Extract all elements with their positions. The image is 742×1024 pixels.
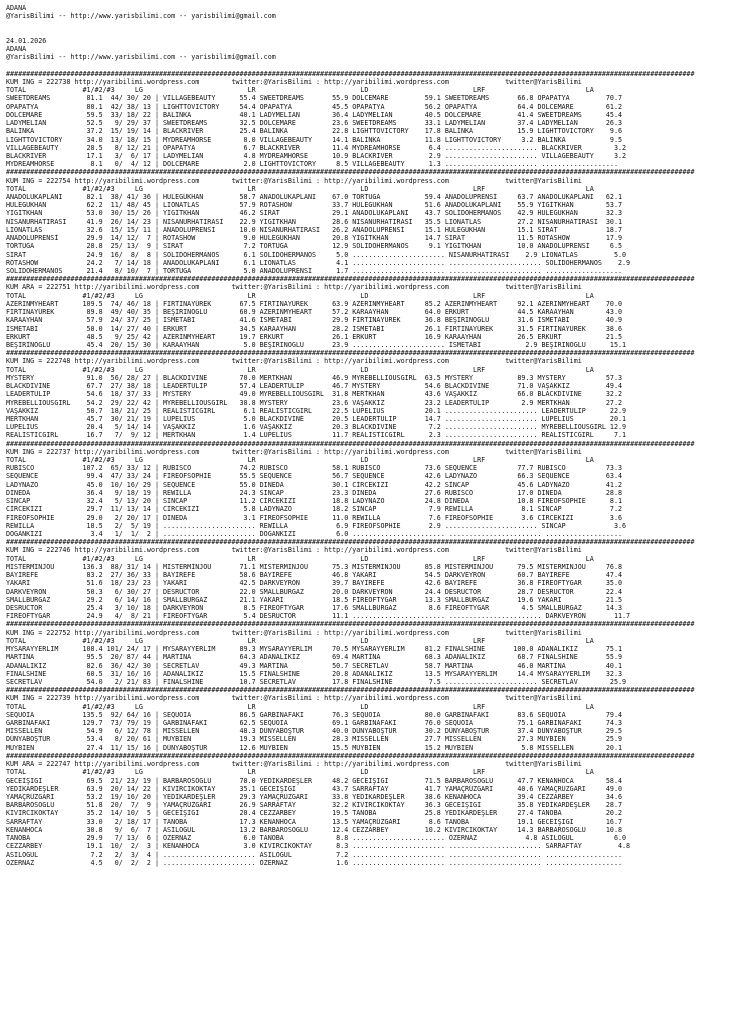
horse-row: GARBINAFAKI 129.7 73/ 79/ 19 | GARBINAFAKI 62.5 SEQUOIA 69.1 GARBINAFAKI 76.0 SEQUOIA 75.1 GARBINAFAKI 74.3 bbox=[6, 719, 623, 728]
horse-row: BALİNKA 37.2 15/ 19/ 14 | BLACKRIVER 25.4 BALİNKA 22.8 LIGHTTOVICTORY 17.8 BALİNKA 15.9 LIGHTTOVICTORY 9.6 bbox=[6, 127, 623, 136]
horse-row: ÖZERNAZ 4.5 0/ 2/ 2 | ....................... ÖZERNAZ 1.6 ....................... ....................... ................... bbox=[6, 858, 623, 867]
horse-row: MUYBIEN 27.4 11/ 15/ 16 | DÜNYABOŞTUR 12.6 MUYBIEN 15.5 MUYBIEN 15.2 MUYBIEN 5.8 MISSELLEN 20.1 bbox=[6, 743, 623, 752]
horse-row: ADANALIKIZ 82.6 36/ 42/ 30 | SECRETLAV 49.3 MARTİNA 50.7 SECRETLAV 58.7 MARTİNA 46.0 MARTİNA 40.1 bbox=[6, 661, 623, 670]
horse-row: TANOBA 29.9 7/ 13/ 6 | ÖZERNAZ 6.0 TANOBA 8.8 ....................... ÖZERNAZ 4.8 ASILOĞUL 6.0 bbox=[6, 834, 627, 843]
section-divider: ########################################################################################################################################################################### bbox=[6, 538, 695, 547]
horse-row: REWILLA 18.5 2/ 5/ 19 | ....................... REWILLA 6.9 FIREOFSOPHIE 2.9 ....................... SİNCAP 3.6 bbox=[6, 521, 627, 530]
horse-row: SARRAFTAY 33.0 2/ 18/ 17 | TANOBA 17.3 KENANHOCA 13.5 YAMAÇRÜZGARI 8.6 TANOBA 19.1 GECEİŞIĞI 16.7 bbox=[6, 817, 623, 826]
horse-row: DOĞANKIZI 3.4 1/ 1/ 2 | ....................... DOĞANKIZI 6.0 ....................... ....................... ................... bbox=[6, 530, 623, 538]
section-divider: ########################################################################################################################################################################### bbox=[6, 751, 695, 760]
section-divider: ########################################################################################################################################################################### bbox=[6, 439, 695, 448]
horse-row: İSMETABI 50.0 14/ 27/ 40 | ERKURT 34.5 KARAAYHAN 28.2 İSMETABI 26.1 FIRTINAYÜREK 31.5 FIRTINAYÜREK 38.6 bbox=[6, 324, 623, 333]
horse-row: CİRCEKIZI 29.7 11/ 13/ 14 | CİRCEKIZI 5.8 LADYNAZO 18.2 SİNCAP 7.9 REWILLA 8.1 SİNCAP 7.2 bbox=[6, 505, 623, 514]
horse-row: DARKVEYRON 50.3 6/ 30/ 27 | DESRUCTOR 22.0 SMALLBURGAZ 20.0 DARKVEYRON 24.4 DESRUCTOR 28.7 DESRUCTOR 22.4 bbox=[6, 587, 623, 596]
document-header-line: @YarisBilimi -- http://www.yarisbilimi.com -- yarisbilimi@gmail.com bbox=[6, 12, 276, 21]
horse-row: LADYMELIAN 52.5 9/ 29/ 37 | SWEETDREAMS 32.5 DOLCEMARE 23.6 SWEETDREAMS 33.1 LADYMELIAN 37.4 LADYMELIAN 26.3 bbox=[6, 119, 623, 128]
horse-row: AZERINMYHEART 109.5 74/ 46/ 18 | FIRTINAYÜREK 67.5 FIRTINAYÜREK 63.9 AZERINMYHEART 85.2 AZERINMYHEART 92.1 AZERINMYHEART 70.0 bbox=[6, 299, 623, 308]
horse-row: BEŞİRINOĞLU 45.4 20/ 15/ 30 | KARAAYHAN 5.0 BEŞİRINOĞLU 23.9 ....................... İSMETABI 2.9 BEŞİRINOĞLU 15.1 bbox=[6, 340, 627, 349]
race-header: KUM ING = 222746 http://yaribilimi.wordpress.com twitter:@YarisBilimi : http://yaribilimi.wordpress.com twitter@YarisBilimi bbox=[6, 546, 582, 555]
horse-row: RUBISCO 107.2 65/ 33/ 12 | RUBISCO 74.2 RUBISCO 58.1 RUBISCO 73.6 SEQUENCE 77.7 RUBISCO 73.3 bbox=[6, 464, 623, 473]
column-header: TOTAL #1/#2/#3 LG LR LD LRF LA bbox=[6, 554, 594, 563]
horse-row: MARTİNA 95.5 20/ 87/ 44 | MARTİNA 64.3 ADANALIKIZ 69.4 MARTİNA 68.3 ADANALIKIZ 68.7 FINALSHINE 55.9 bbox=[6, 653, 623, 662]
horse-row: FINALSHINE 60.5 31/ 16/ 16 | ADANALIKIZ 15.5 FINALSHINE 20.8 ADANALIKIZ 13.5 MYSARAYYERLIM 14.4 MYSARAYYERLIM 32.3 bbox=[6, 669, 623, 678]
horse-row: ROTASHOW 24.2 7/ 14/ 18 | ANADOLUKAPLANI 6.1 LIONATLAS 4.1 ....................... ....................... SOLİDOHERMANOS 2.9 bbox=[6, 258, 631, 267]
horse-row: ASILOĞUL 7.2 2/ 3/ 4 | ....................... ASILOĞUL 7.2 ....................... ....................... ................... bbox=[6, 850, 623, 859]
section-divider: ########################################################################################################################################################################### bbox=[6, 275, 695, 284]
horse-row: SMALLBURGAZ 29.2 6/ 14/ 16 | SMALLBURGAZ 21.1 YAKARI 18.5 FIREOFTYGAR 13.3 SMALLBURGAZ 19.6 YAKARI 21.5 bbox=[6, 595, 623, 604]
horse-row: FIREOFTYGAR 24.9 4/ 8/ 21 | FIREOFTYGAR 5.4 DESRUCTOR 11.1 ....................... ....................... DARKVEYRON 11.7 bbox=[6, 612, 631, 621]
horse-row: TORTUGA 28.8 25/ 13/ 9 | SIRAT 7.2 TORTUGA 12.9 SOLİDOHERMANOS 9.1 YİĞİTKHAN 10.0 ANADOLUPRENSİ 6.5 bbox=[6, 242, 623, 251]
section-divider: ########################################################################################################################################################################### bbox=[6, 168, 695, 177]
horse-row: MISSELLEN 54.9 6/ 12/ 78 | MISSELLEN 48.3 DÜNYABOŞTUR 40.0 DÜNYABOŞTUR 30.2 DÜNYABOŞTUR 37.4 DÜNYABOŞTUR 29.5 bbox=[6, 727, 623, 736]
horse-row: SOLİDOHERMANOS 21.4 8/ 10/ 7 | TORTUGA 5.0 ANADOLUPRENSİ 1.7 ....................... ....................... ................... bbox=[6, 267, 623, 275]
document-header-line: @YarisBilimi -- http://www.yarisbilimi.com -- yarisbilimi@gmail.com bbox=[6, 53, 276, 62]
blank-line bbox=[6, 20, 740, 28]
horse-row: REALISTICGIRL 16.7 7/ 9/ 12 | MERTKHAN 1.4 LUPELIUS 11.7 REALISTICGIRL 2.3 ....................... REALISTICGIRL 7.1 bbox=[6, 431, 627, 440]
column-header: TOTAL #1/#2/#3 LG LR LD LRF LA bbox=[6, 86, 594, 95]
column-header: TOTAL #1/#2/#3 LG LR LD LRF LA bbox=[6, 456, 594, 465]
horse-row: ERKURT 48.5 9/ 25/ 42 | AZERINMYHEART 19.7 ERKURT 26.1 ERKURT 16.9 KARAAYHAN 26.5 ERKURT 21.5 bbox=[6, 332, 623, 341]
horse-row: DOLCEMARE 59.5 33/ 18/ 22 | BALİNKA 40.1 LADYMELIAN 36.4 LADYMELIAN 40.5 DOLCEMARE 41.4 SWEETDREAMS 45.4 bbox=[6, 110, 623, 119]
race-header: KUM ING = 222748 http://yaribilimi.wordpress.com twitter:@YarisBilimi : http://yaribilimi.wordpress.com twitter@YarisBilimi bbox=[6, 357, 582, 366]
horse-row: BARBAROSOĞLU 51.8 20/ 7/ 9 | YAMAÇRÜZGARI 26.9 SARRAFTAY 32.2 KIVIRCIKOKTAY 36.3 GECEİŞIĞI 35.8 YEDİKARDEŞLER 28.7 bbox=[6, 801, 623, 810]
column-header: TOTAL #1/#2/#3 LG LR LD LRF LA bbox=[6, 768, 594, 777]
horse-row: SİNCAP 32.4 5/ 13/ 20 | SİNCAP 11.2 CİRCEKIZI 18.8 LADYNAZO 24.8 DİNEDA 10.8 FIREOFSOPHIE 8.1 bbox=[6, 497, 623, 506]
section-divider: ########################################################################################################################################################################### bbox=[6, 69, 695, 78]
horse-row: HULEGUKHAN 62.2 11/ 48/ 45 | LIONATLAS 57.9 ROTASHOW 33.7 HULEGUKHAN 51.6 ANADOLUKAPLANI 55.9 YİĞİTKHAN 53.7 bbox=[6, 201, 623, 210]
horse-row: KENANHOCA 30.8 9/ 6/ 7 | ASILOĞUL 13.2 BARBAROSOĞLU 12.4 CEZZARBEY 10.2 KIVIRCIKOKTAY 14.3 BARBAROSOĞLU 10.8 bbox=[6, 825, 623, 834]
horse-row: SIRAT 24.9 16/ 8/ 8 | SOLİDOHERMANOS 6.1 SOLİDOHERMANOS 5.0 ....................... NISANURHATIRASI 2.9 LIONATLAS 5.0 bbox=[6, 250, 627, 259]
race-header: KUM ING = 222752 http://yaribilimi.wordpress.com twitter:@YarisBilimi : http://yaribilimi.wordpress.com twitter@YarisBilimi bbox=[6, 628, 582, 637]
horse-row: YAKARI 51.6 18/ 23/ 23 | YAKARI 42.5 DARKVEYRON 39.7 BAYIREFE 42.6 BAYIREFE 36.8 FIREOFTYGAR 35.0 bbox=[6, 579, 623, 588]
column-header: TOTAL #1/#2/#3 LG LR LD LRF LA bbox=[6, 184, 594, 193]
document-header-line: 24.01.2026 bbox=[6, 36, 47, 45]
horse-row: GECEİŞIĞI 69.5 21/ 23/ 19 | BARBAROSOĞLU 78.0 YEDİKARDEŞLER 48.2 GECEİŞIĞI 71.5 BARBAROSOĞLU 47.7 KENANHOCA 58.4 bbox=[6, 776, 623, 785]
document-header-line: ADANA bbox=[6, 45, 27, 54]
horse-row: VILLAGEBEAUTY 28.5 8/ 12/ 21 | OPAPATYA 6.7 BLACKRIVER 11.4 MYDREAMHORSE 6.4 ....................... BLACKRIVER 3.2 bbox=[6, 143, 627, 152]
race-header: KUM ING = 222739 http://yaribilimi.wordpress.com twitter:@YarisBilimi : http://yaribilimi.wordpress.com twitter@YarisBilimi bbox=[6, 694, 582, 703]
horse-row: MYDREAMHORSE 8.1 0/ 4/ 12 | DOLCEMARE 2.0 LIGHTTOVICTORY 8.5 VILLAGEBEAUTY 1.3 ....................... ................... bbox=[6, 160, 618, 169]
horse-row: KARAAYHAN 57.9 24/ 37/ 25 | İSMETABI 41.6 İSMETABI 29.9 FIRTINAYÜREK 36.8 BEŞİRINOĞLU 31.6 İSMETABI 40.9 bbox=[6, 316, 623, 325]
horse-row: MYREBELLIOUSGIRL 54.2 29/ 22/ 42 | MYREBELLIOUSGIRL 38.8 MYSTERY 23.6 VAŞAKKIZ 23.2 LEADERTULIP 2.9 MERTKHAN 27.2 bbox=[6, 398, 623, 407]
race-header: KUM ARA = 222751 http://yaribilimi.wordpress.com twitter:@YarisBilimi : http://yaribilimi.wordpress.com twitter@YarisBilimi bbox=[6, 283, 582, 292]
blank-line bbox=[6, 29, 740, 37]
race-report-document bbox=[6, 4, 740, 867]
horse-row: DİNEDA 36.4 9/ 18/ 19 | REWILLA 24.3 SİNCAP 23.3 DINEDA 27.6 RUBISCO 17.0 DİNEDA 28.8 bbox=[6, 488, 623, 497]
horse-row: LIONATLAS 32.6 15/ 15/ 11 | ANADOLUPRENSİ 10.0 NISANURHATIRASI 26.2 ANADOLUPRENSİ 15.1 HULEGUKHAN 15.1 SIRAT 18.7 bbox=[6, 225, 623, 234]
horse-row: BLACKDIVINE 67.7 27/ 38/ 18 | LEADERTULIP 57.4 LEADERTULIP 46.7 MYSTERY 54.6 BLACKDIVINE 71.0 VAŞAKKIZ 49.4 bbox=[6, 382, 623, 391]
blank-line bbox=[6, 62, 740, 70]
column-header: TOTAL #1/#2/#3 LG LR LD LRF LA bbox=[6, 365, 594, 374]
horse-row: BLACKRIVER 17.1 3/ 6/ 17 | LADYMELIAN 4.8 MYDREAMHORSE 10.9 BLACKRIVER 2.9 ....................... VILLAGEBEAUTY 3.2 bbox=[6, 151, 627, 160]
race-header: KUM ING = 222737 http://yaribilimi.wordpress.com twitter:@YarisBilimi : http://yaribilimi.wordpress.com twitter@YarisBilimi bbox=[6, 447, 582, 456]
race-header: KUM ING = 222738 http://yaribilimi.wordpress.com twitter:@YarisBilimi : http://yaribilimi.wordpress.com twitter@YarisBilimi bbox=[6, 77, 582, 86]
horse-row: SEQUOIA 135.5 92/ 64/ 16 | SEQUOIA 86.5 GARBINAFAKI 76.3 SEQUOIA 80.0 GARBINAFAKI 83.6 SEQUOIA 79.4 bbox=[6, 710, 623, 719]
horse-row: FIREOFSOPHIE 29.0 2/ 20/ 17 | DİNEDA 3.1 FIREOFSOPHIE 11.0 REWILLA 7.6 FIREOFSOPHIE 3.6 CİRCEKIZI 3.6 bbox=[6, 513, 623, 522]
horse-row: LADYNAZO 45.0 10/ 16/ 29 | SEQUENCE 55.0 DINEDA 30.1 CİRCEKIZI 42.2 SİNCAP 45.6 LADYNAZO 41.2 bbox=[6, 480, 623, 489]
horse-row: LIGHTTOVICTORY 34.0 13/ 18/ 15 | MYDREAMHORSE 8.0 VILLAGEBEAUTY 14.1 BALİNKA 11.8 LIGHTTOVICTORY 3.2 BALİNKA 9.5 bbox=[6, 135, 623, 144]
column-header: TOTAL #1/#2/#3 LG LR LD LRF LA bbox=[6, 636, 594, 645]
horse-row: KIVIRCIKOKTAY 35.2 14/ 10/ 5 | GECEİŞIĞI 20.4 CEZZARBEY 19.5 TANOBA 25.8 YEDİKARDEŞLER 27.4 TANOBA 20.2 bbox=[6, 809, 623, 818]
horse-row: ANADOLUKAPLANI 82.1 38/ 41/ 36 | HULEGUKHAN 58.7 ANADOLUKAPLANI 67.0 TORTUGA 59.4 ANADOLUPRENSİ 63.7 ANADOLUKAPLANI 62.1 bbox=[6, 193, 623, 202]
horse-row: YAMAÇRÜZGARI 53.2 19/ 16/ 20 | YEDİKARDEŞLER 29.3 YAMAÇRÜZGARI 33.8 YEDİKARDEŞLER 38.6 KENANHOCA 39.4 CEZZARBEY 34.6 bbox=[6, 793, 623, 801]
section-divider: ########################################################################################################################################################################### bbox=[6, 349, 695, 358]
horse-row: OPAPATYA 80.1 42/ 38/ 13 | LIGHTTOVICTORY 54.4 OPAPATYA 45.5 OPAPATYA 56.2 OPAPATYA 64.4 DOLCEMARE 61.2 bbox=[6, 102, 623, 111]
document-header-line: ADANA bbox=[6, 4, 27, 12]
horse-row: MYSARAYYERLIM 108.4 101/ 24/ 17 | MYSARAYYERLIM 89.3 MYSARAYYERLIM 70.5 MYSARAYYERLIM 81.2 FINALSHINE 100.0 ADANALIKIZ 75.1 bbox=[6, 645, 623, 654]
horse-row: YEDİKARDEŞLER 63.9 20/ 14/ 22 | KIVIRCIKOKTAY 35.1 GECEİŞIĞI 43.7 SARRAFTAY 41.7 YAMAÇRÜZGARI 40.6 YAMAÇRÜZGARI 49.0 bbox=[6, 784, 623, 793]
horse-row: FIRTINAYÜREK 89.8 49/ 40/ 35 | BEŞİRINOĞLU 60.9 AZERINMYHEART 57.2 KARAAYHAN 64.0 ERKURT 44.5 KARAAYHAN 43.0 bbox=[6, 308, 623, 317]
horse-row: ANADOLUPRENSİ 29.9 14/ 12/ 7 | ROTASHOW 9.0 HULEGUKHAN 20.8 YİĞİTKHAN 14.7 SIRAT 11.5 ROTASHOW 17.9 bbox=[6, 234, 623, 243]
horse-row: DESRUCTOR 25.4 3/ 10/ 18 | DARKVEYRON 8.5 FIREOFTYGAR 17.6 SMALLBURGAZ 8.6 FIREOFTYGAR 4.5 SMALLBURGAZ 14.3 bbox=[6, 603, 623, 612]
horse-row: SECRETLAV 54.0 2/ 21/ 83 | FINALSHINE 10.7 SECRETLAV 17.8 FINALSHINE 7.5 ....................... SECRETLAV 25.9 bbox=[6, 677, 627, 686]
horse-row: MERTKHAN 45.7 30/ 21/ 19 | LUPELIUS 5.0 BLACKDIVINE 20.5 LEADERTULIP 14.7 ....................... LUPELIUS 20.1 bbox=[6, 414, 627, 423]
horse-row: MYSTERY 91.0 56/ 28/ 27 | BLACKDIVINE 70.0 MERTKHAN 46.9 MYREBELLIOUSGIRL 63.5 MYSTERY 89.3 MYSTERY 57.3 bbox=[6, 373, 623, 382]
section-divider: ########################################################################################################################################################################### bbox=[6, 686, 695, 695]
horse-row: LEADERTULIP 54.6 18/ 37/ 33 | MYSTERY 49.0 MYREBELLIOUSGIRL 31.8 MERTKHAN 43.6 VAŞAKKIZ 66.0 BLACKDIVINE 32.2 bbox=[6, 390, 623, 399]
horse-row: CEZZARBEY 19.1 10/ 2/ 3 | KENANHOCA 3.0 KIVIRCIKOKTAY 8.3 ....................... ....................... SARRAFTAY 4.8 bbox=[6, 842, 631, 851]
column-header: TOTAL #1/#2/#3 LG LR LD LRF LA bbox=[6, 702, 594, 711]
race-header: KUM ARA = 222747 http://yaribilimi.wordpress.com twitter:@YarisBilimi : http://yaribilimi.wordpress.com twitter@YarisBilimi bbox=[6, 760, 582, 769]
horse-row: LUPELIUS 20.4 5/ 14/ 14 | VAŞAKKIZ 1.6 VAŞAKKIZ 20.3 BLACKDIVINE 7.2 ....................... MYREBELLIOUSGIRL 12.9 bbox=[6, 423, 627, 432]
horse-row: MISTERMINJOU 136.3 88/ 31/ 14 | MISTERMINJOU 71.1 MISTERMINJOU 75.3 MISTERMINJOU 85.8 MISTERMINJOU 79.5 MISTERMINJOU 76.8 bbox=[6, 562, 623, 571]
column-header: TOTAL #1/#2/#3 LG LR LD LRF LA bbox=[6, 291, 594, 300]
section-divider: ########################################################################################################################################################################### bbox=[6, 620, 695, 629]
horse-row: DÜNYABOŞTUR 53.4 8/ 20/ 61 | MUYBIEN 19.3 MISSELLEN 28.3 MISSELLEN 27.7 MISSELLEN 27.3 MUYBIEN 25.9 bbox=[6, 735, 623, 744]
horse-row: NISANURHATIRASI 41.9 26/ 14/ 23 | NISANURHATIRASI 22.9 YİĞİTKHAN 28.6 NISANURHATIRASI 35.5 LIONATLAS 27.2 NISANURHATIRASI 30.1 bbox=[6, 217, 623, 226]
horse-row: YİĞİTKHAN 53.0 30/ 15/ 26 | YİĞİTKHAN 46.2 SIRAT 29.1 ANADOLUKAPLANI 43.7 SOLİDOHERMANOS 42.9 HULEGUKHAN 32.3 bbox=[6, 209, 623, 218]
horse-row: SEQUENCE 99.4 47/ 33/ 24 | FIREOFSOPHIE 55.5 SEQUENCE 56.7 SEQUENCE 42.6 LADYNAZO 66.3 SEQUENCE 63.4 bbox=[6, 472, 623, 481]
horse-row: VAŞAKKIZ 50.7 18/ 21/ 25 | REALISTICGIRL 6.1 REALISTICGIRL 22.5 LUPELIUS 20.1 ....................... LEADERTULIP 22.9 bbox=[6, 406, 627, 415]
horse-row: SWEETDREAMS 81.1 44/ 30/ 20 | VILLAGEBEAUTY 55.4 SWEETDREAMS 55.9 DOLCEMARE 59.1 SWEETDREAMS 66.8 OPAPATYA 70.7 bbox=[6, 94, 623, 103]
horse-row: BAYIREFE 83.2 27/ 36/ 33 | BAYIREFE 58.6 BAYIREFE 46.8 YAKARI 54.5 DARKVEYRON 60.7 BAYIREFE 47.4 bbox=[6, 571, 623, 580]
race-header: KUM ING = 222754 http://yaribilimi.wordpress.com twitter:@YarisBilimi : http://yaribilimi.wordpress.com twitter@YarisBilimi bbox=[6, 176, 582, 185]
